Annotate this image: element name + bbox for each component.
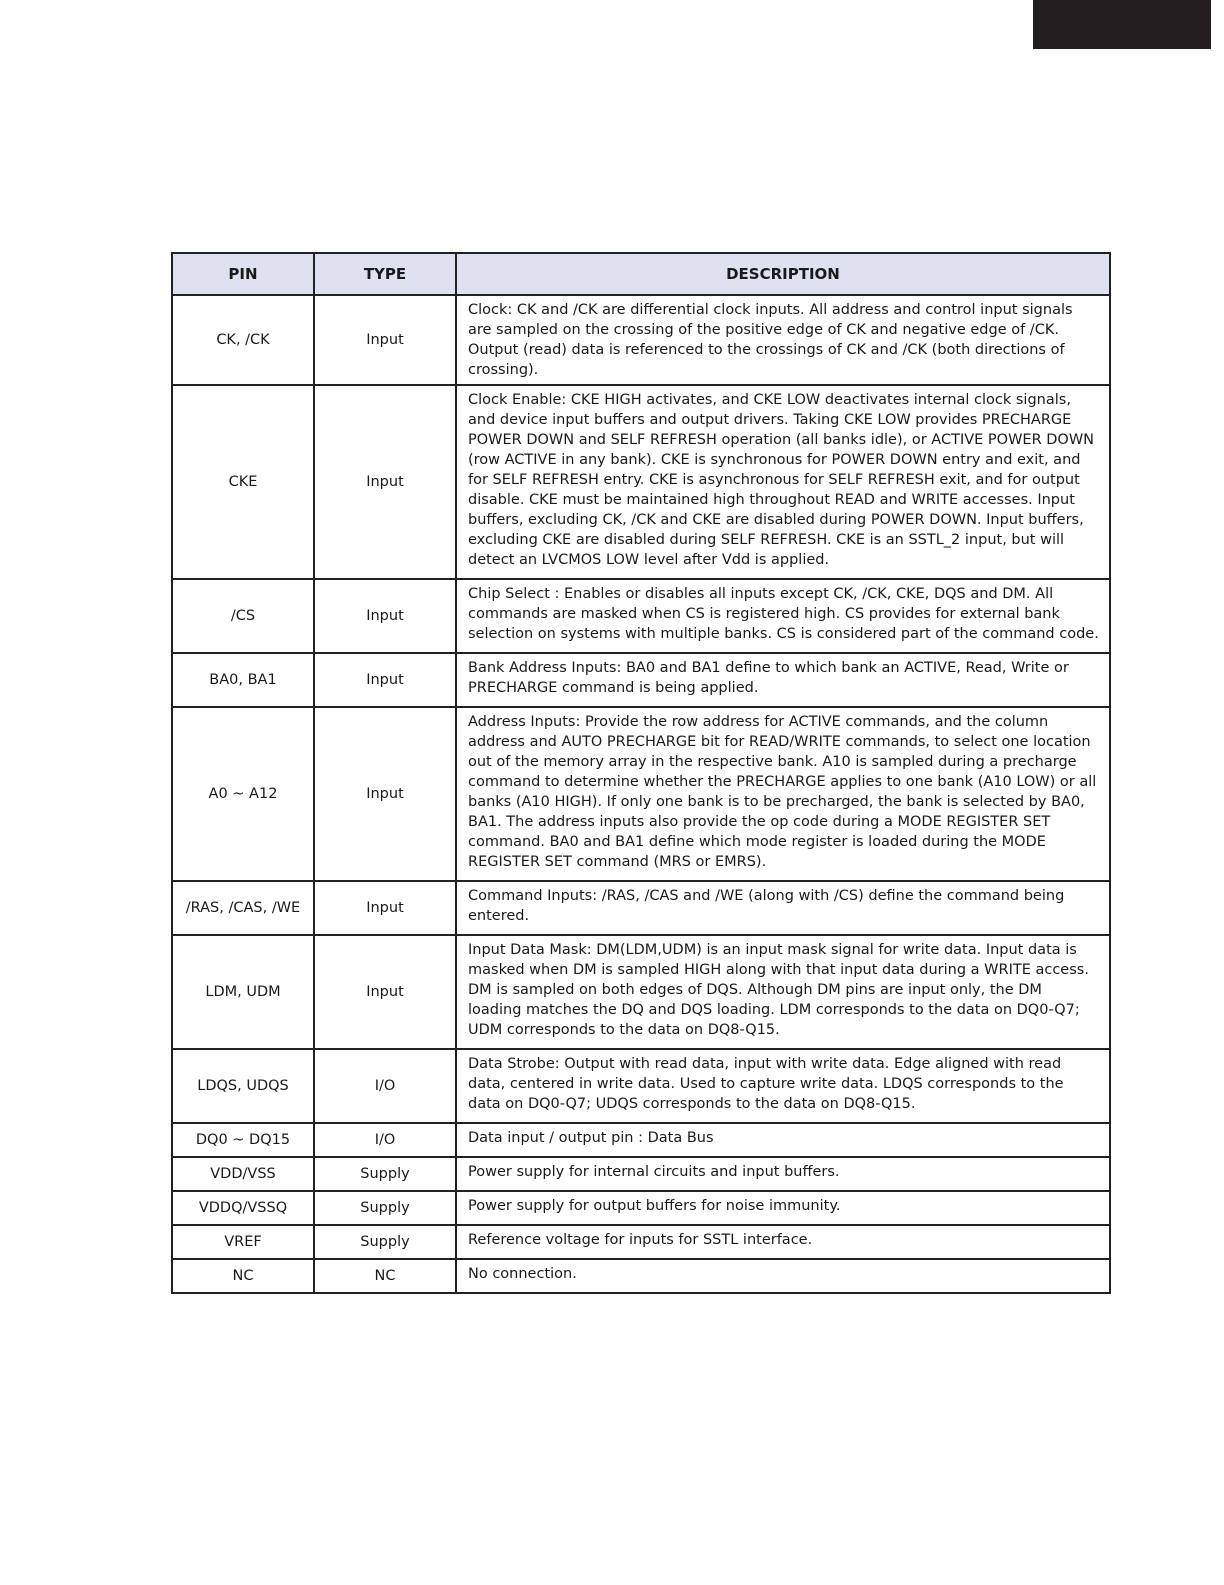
description-cell: Clock Enable: CKE HIGH activates, and CKE LOW deactivates internal clock signals, and device input buffers and output drivers. Taking CKE LOW provides PRECHARGE POWER DOWN and SELF REFRESH operation (all banks idle), or ACTIVE POWER DOWN (row ACTIVE in any bank). CKE is synchronous for POWER DOWN entry and exit, and for SELF REFRESH entry. CKE is asynchronous for SELF REFRESH exit, and for output disable. CKE must be maintained high throughout READ and WRITE accesses. Input buffers, excluding CK, /CK and CKE are disabled during POWER DOWN. Input buffers, excluding CKE are disabled during SELF REFRESH. CKE is an SSTL_2 input, but will detect an LVCMOS LOW level after Vdd is applied. — [456, 385, 1110, 579]
table-row — [172, 1157, 1110, 1191]
pin-cell: BA0, BA1 — [172, 653, 314, 707]
pin-cell: LDQS, UDQS — [172, 1049, 314, 1123]
description-cell: Reference voltage for inputs for SSTL interface. — [456, 1225, 1110, 1259]
table-row — [172, 579, 1110, 653]
type-cell: NC — [314, 1259, 456, 1293]
description-cell: Chip Select : Enables or disables all inputs except CK, /CK, CKE, DQS and DM. All commands are masked when CS is registered high. CS provides for external bank selection on systems with multiple banks. CS is considered part of the command code. — [456, 579, 1110, 653]
description-cell: Power supply for output buffers for noise immunity. — [456, 1191, 1110, 1225]
table-header-row — [172, 253, 1110, 295]
table-row — [172, 707, 1110, 881]
table-row — [172, 385, 1110, 579]
description-cell: Command Inputs: /RAS, /CAS and /WE (along with /CS) define the command being entered. — [456, 881, 1110, 935]
description-cell: Input Data Mask: DM(LDM,UDM) is an input mask signal for write data. Input data is masked when DM is sampled HIGH along with that input data during a WRITE access. DM is sampled on both edges of DQS. Although DM pins are input only, the DM loading matches the DQ and DQS loading. LDM corresponds to the data on DQ0-Q7; UDM corresponds to the data on DQ8-Q15. — [456, 935, 1110, 1049]
pin-cell: VDDQ/VSSQ — [172, 1191, 314, 1225]
description-cell: No connection. — [456, 1259, 1110, 1293]
pin-cell: A0 ~ A12 — [172, 707, 314, 881]
type-cell: Supply — [314, 1157, 456, 1191]
type-cell: Input — [314, 579, 456, 653]
pin-cell: VDD/VSS — [172, 1157, 314, 1191]
type-cell: Input — [314, 935, 456, 1049]
type-cell: Input — [314, 881, 456, 935]
pin-description-table — [171, 252, 1111, 1294]
pin-cell: VREF — [172, 1225, 314, 1259]
table-row — [172, 653, 1110, 707]
description-cell: Bank Address Inputs: BA0 and BA1 define to which bank an ACTIVE, Read, Write or PRECHARGE command is being applied. — [456, 653, 1110, 707]
pin-cell: LDM, UDM — [172, 935, 314, 1049]
table-row — [172, 935, 1110, 1049]
type-cell: Input — [314, 385, 456, 579]
table-row — [172, 1123, 1110, 1157]
type-cell: Supply — [314, 1191, 456, 1225]
type-cell: Input — [314, 653, 456, 707]
description-cell: Data Strobe: Output with read data, input with write data. Edge aligned with read data, centered in write data. Used to capture write data. LDQS corresponds to the data on DQ0-Q7; UDQS corresponds to the data on DQ8-Q15. — [456, 1049, 1110, 1123]
table-row — [172, 1225, 1110, 1259]
description-cell: Power supply for internal circuits and input buffers. — [456, 1157, 1110, 1191]
type-cell: Supply — [314, 1225, 456, 1259]
table-row — [172, 1259, 1110, 1293]
type-cell: Input — [314, 295, 456, 385]
pin-cell: /RAS, /CAS, /WE — [172, 881, 314, 935]
page-corner-tab — [1033, 0, 1211, 49]
pin-cell: CKE — [172, 385, 314, 579]
pin-cell: CK, /CK — [172, 295, 314, 385]
pin-cell: DQ0 ~ DQ15 — [172, 1123, 314, 1157]
type-cell: I/O — [314, 1049, 456, 1123]
table-row — [172, 1049, 1110, 1123]
table-row — [172, 1191, 1110, 1225]
pin-cell: NC — [172, 1259, 314, 1293]
type-cell: Input — [314, 707, 456, 881]
table-row — [172, 295, 1110, 385]
pin-cell: /CS — [172, 579, 314, 653]
description-cell: Clock: CK and /CK are differential clock inputs. All address and control input signals are sampled on the crossing of the positive edge of CK and negative edge of /CK. Output (read) data is referenced to the crossings of CK and /CK (both directions of crossing). — [456, 295, 1110, 385]
description-cell: Data input / output pin : Data Bus — [456, 1123, 1110, 1157]
description-cell: Address Inputs: Provide the row address for ACTIVE commands, and the column address and AUTO PRECHARGE bit for READ/WRITE commands, to select one location out of the memory array in the respective bank. A10 is sampled during a precharge command to determine whether the PRECHARGE applies to one bank (A10 LOW) or all banks (A10 HIGH). If only one bank is to be precharged, the bank is selected by BA0, BA1. The address inputs also provide the op code during a MODE REGISTER SET command. BA0 and BA1 define which mode register is loaded during the MODE REGISTER SET command (MRS or EMRS). — [456, 707, 1110, 881]
table-row — [172, 881, 1110, 935]
type-cell: I/O — [314, 1123, 456, 1157]
header-pin: PIN — [172, 253, 314, 295]
header-type: TYPE — [314, 253, 456, 295]
header-description: DESCRIPTION — [456, 253, 1110, 295]
